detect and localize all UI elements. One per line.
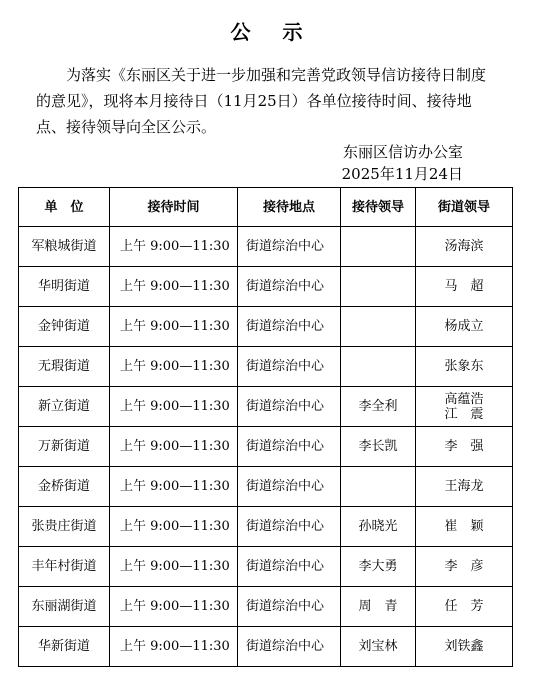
cell-time: 上午 9:00—11:30 [110, 267, 238, 307]
cell-location: 街道综治中心 [238, 347, 341, 387]
street-leader-name: 汤海滨 [444, 239, 484, 254]
street-leader-name: 崔 颖 [444, 519, 484, 534]
table-row [19, 507, 513, 547]
table-header-row [19, 188, 513, 227]
notice-intro: 为落实《东丽区关于进一步加强和完善党政领导信访接待日制度的意见》，现将本月接待日（11月25日）各单位接待时间、接待地点、接待领导向全区公示。 [36, 66, 487, 136]
cell-location: 街道综治中心 [238, 467, 341, 507]
cell-location: 街道综治中心 [238, 547, 341, 587]
cell-unit: 东丽湖街道 [19, 587, 110, 627]
cell-unit: 华明街道 [19, 267, 110, 307]
street-leader-name: 马 超 [444, 279, 484, 294]
header-unit: 单 位 [19, 188, 110, 227]
table-row [19, 427, 513, 467]
cell-time: 上午 9:00—11:30 [110, 387, 238, 427]
cell-unit: 新立街道 [19, 387, 110, 427]
cell-leader [341, 347, 416, 387]
cell-time: 上午 9:00—11:30 [110, 427, 238, 467]
street-leader-name: 高蕴浩 [444, 391, 484, 407]
table-row [19, 387, 513, 427]
cell-location: 街道综治中心 [238, 307, 341, 347]
street-leader-name: 张象东 [444, 359, 484, 374]
cell-leader: 李全利 [341, 387, 416, 427]
cell-leader: 刘宝林 [341, 627, 416, 667]
cell-leader: 孙晓光 [341, 507, 416, 547]
cell-street-leader [416, 467, 513, 507]
cell-location: 街道综治中心 [238, 267, 341, 307]
cell-leader [341, 307, 416, 347]
table-row [19, 587, 513, 627]
street-leader-name: 李 彦 [444, 559, 484, 574]
table-row [19, 227, 513, 267]
cell-unit: 华新街道 [19, 627, 110, 667]
cell-street-leader [416, 307, 513, 347]
cell-time: 上午 9:00—11:30 [110, 227, 238, 267]
street-leader-name: 李 强 [444, 439, 484, 454]
cell-location: 街道综治中心 [238, 387, 341, 427]
cell-street-leader [416, 547, 513, 587]
header-location: 接待地点 [238, 188, 341, 227]
table-row [19, 267, 513, 307]
cell-unit: 金桥街道 [19, 467, 110, 507]
cell-street-leader [416, 507, 513, 547]
issuer-name: 东丽区信访办公室 [342, 143, 463, 161]
cell-location: 街道综治中心 [238, 227, 341, 267]
cell-street-leader [416, 627, 513, 667]
cell-time: 上午 9:00—11:30 [110, 307, 238, 347]
cell-street-leader [416, 427, 513, 467]
cell-leader [341, 267, 416, 307]
cell-time: 上午 9:00—11:30 [110, 467, 238, 507]
street-leader-name: 任 芳 [444, 599, 484, 614]
cell-location: 街道综治中心 [238, 427, 341, 467]
cell-street-leader [416, 387, 513, 427]
issuer-block [342, 141, 463, 185]
cell-location: 街道综治中心 [238, 627, 341, 667]
cell-time: 上午 9:00—11:30 [110, 627, 238, 667]
cell-unit: 金钟街道 [19, 307, 110, 347]
notice-title: 公示 [230, 20, 335, 44]
table-row [19, 547, 513, 587]
street-leader-name: 王海龙 [444, 479, 484, 494]
cell-street-leader [416, 227, 513, 267]
header-street-leader: 街道领导 [416, 188, 513, 227]
cell-unit: 丰年村街道 [19, 547, 110, 587]
cell-leader: 李长凯 [341, 427, 416, 467]
table-row [19, 307, 513, 347]
cell-leader: 周 青 [341, 587, 416, 627]
reception-schedule-table [18, 187, 513, 667]
header-time: 接待时间 [110, 188, 238, 227]
table-row [19, 347, 513, 387]
cell-unit: 军粮城街道 [19, 227, 110, 267]
issue-date: 2025年11月24日 [341, 165, 463, 183]
cell-leader: 李大勇 [341, 547, 416, 587]
cell-street-leader [416, 267, 513, 307]
cell-street-leader [416, 587, 513, 627]
table-row [19, 627, 513, 667]
cell-unit: 万新街道 [19, 427, 110, 467]
street-leader-name: 江 震 [444, 406, 484, 422]
cell-time: 上午 9:00—11:30 [110, 507, 238, 547]
cell-leader [341, 467, 416, 507]
cell-location: 街道综治中心 [238, 507, 341, 547]
cell-time: 上午 9:00—11:30 [110, 547, 238, 587]
table-row [19, 467, 513, 507]
table-body [19, 227, 513, 667]
cell-time: 上午 9:00—11:30 [110, 347, 238, 387]
cell-unit: 张贵庄街道 [19, 507, 110, 547]
cell-street-leader [416, 347, 513, 387]
cell-location: 街道综治中心 [238, 587, 341, 627]
cell-leader [341, 227, 416, 267]
cell-time: 上午 9:00—11:30 [110, 587, 238, 627]
street-leader-name: 刘铁鑫 [444, 639, 484, 654]
cell-unit: 无瑕街道 [19, 347, 110, 387]
header-leader: 接待领导 [341, 188, 416, 227]
street-leader-name: 杨成立 [444, 319, 484, 334]
